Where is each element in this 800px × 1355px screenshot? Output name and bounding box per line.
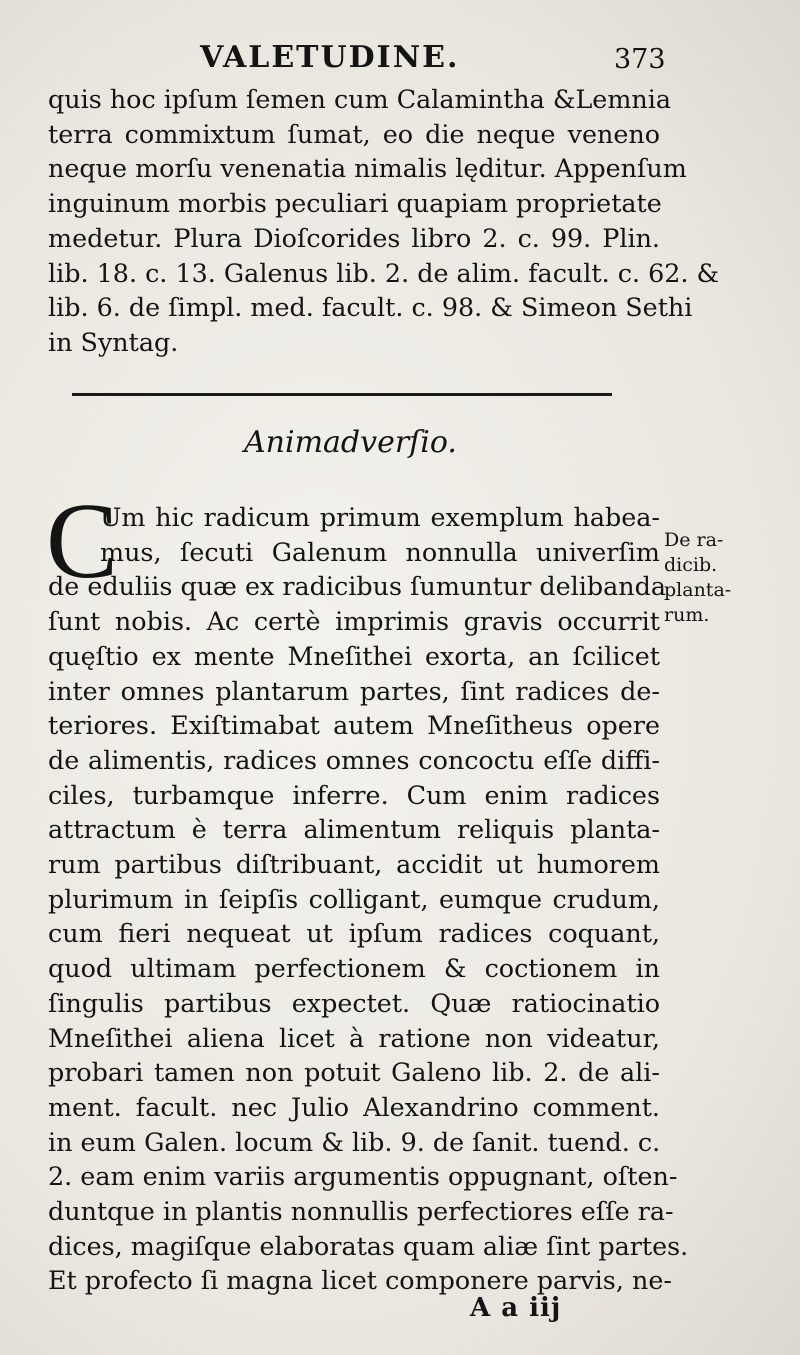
- margin-note-line: De ra-: [664, 529, 724, 551]
- text-line: terra commixtum ſumat, eo die neque veneno: [48, 118, 660, 149]
- text-line: ſingulis partibus expectet. Quæ ratiocinatio: [48, 987, 660, 1018]
- signature-mark: A a iij: [470, 1293, 562, 1323]
- margin-note-line: planta-: [664, 579, 732, 601]
- margin-note-line: dicib.: [664, 554, 718, 576]
- section-heading: Animadverſio.: [244, 425, 457, 460]
- text-line: quis hoc ipſum ſemen cum Calamintha &Lemnia: [48, 84, 672, 114]
- body-paragraph: [48, 500, 689, 1298]
- text-line: ſunt nobis. Ac certè imprimis gravis occurrit: [48, 606, 660, 637]
- text-line: in Syntag.: [48, 326, 179, 357]
- text-line: de eduliis quæ ex radicibus ſumuntur delibanda: [48, 571, 667, 602]
- text-line: cum fieri nequeat ut ipſum radices coquant,: [48, 918, 660, 949]
- text-line: plurimum in ſeipſis colligant, eumque crudum,: [48, 883, 660, 914]
- text-line: lib. 18. c. 13. Galenus lib. 2. de alim. facult. c. 62. &: [48, 257, 720, 288]
- text-line: neque morſu venenatia nimalis lęditur. Appenſum: [48, 153, 687, 184]
- page-number: 373: [614, 44, 666, 75]
- text-line: mus, ſecuti Galenum nonnulla univerſim: [100, 536, 660, 567]
- text-line: Um hic radicum primum exemplum habea-: [100, 502, 660, 532]
- drop-cap: C: [46, 482, 119, 601]
- text-line: Mneſithei aliena licet à ratione non videatur,: [48, 1022, 660, 1053]
- text-line: Et profecto ſi magna licet componere parvis, ne-: [48, 1265, 672, 1296]
- section-divider: [72, 393, 612, 396]
- text-line: quod ultimam perfectionem & coctionem in: [48, 953, 660, 984]
- text-line: medetur. Plura Dioſcorides libro 2. c. 99. Plin.: [48, 222, 660, 253]
- top-paragraph: [48, 82, 720, 360]
- text-line: ment. facult. nec Julio Alexandrino comment.: [48, 1091, 660, 1122]
- text-line: lib. 6. de ſimpl. med. facult. c. 98. & Simeon Sethi: [48, 292, 693, 323]
- margin-note: [664, 528, 736, 628]
- text-line: inter omnes plantarum partes, ſint radices de-: [48, 675, 660, 706]
- text-line: inguinum morbis peculiari quapiam proprietate: [48, 188, 662, 219]
- margin-note-line: rum.: [664, 604, 710, 626]
- text-line: teriores. Exiſtimabat autem Mneſitheus opere: [48, 710, 660, 741]
- text-line: dices, magiſque elaboratas quam aliæ ſint partes.: [48, 1230, 689, 1261]
- text-line: quęſtio ex mente Mneſithei exorta, an ſcilicet: [48, 640, 660, 671]
- text-line: attractum è terra alimentum reliquis planta-: [48, 814, 660, 845]
- running-head: VALETUDINE.: [200, 40, 460, 75]
- text-line: 2. eam enim variis argumentis oppugnant, oſten-: [48, 1161, 678, 1192]
- text-line: in eum Galen. locum & lib. 9. de ſanit. tuend. c.: [48, 1126, 661, 1157]
- text-line: probari tamen non potuit Galeno lib. 2. de ali-: [48, 1057, 660, 1088]
- text-line: de alimentis, radices omnes concoctu eſſe diffi-: [48, 744, 660, 775]
- text-line: rum partibus diſtribuant, accidit ut humorem: [48, 849, 660, 880]
- text-line: duntque in plantis nonnullis perfectiores eſſe ra-: [48, 1196, 674, 1227]
- text-line: ciles, turbamque inferre. Cum enim radices: [48, 779, 660, 810]
